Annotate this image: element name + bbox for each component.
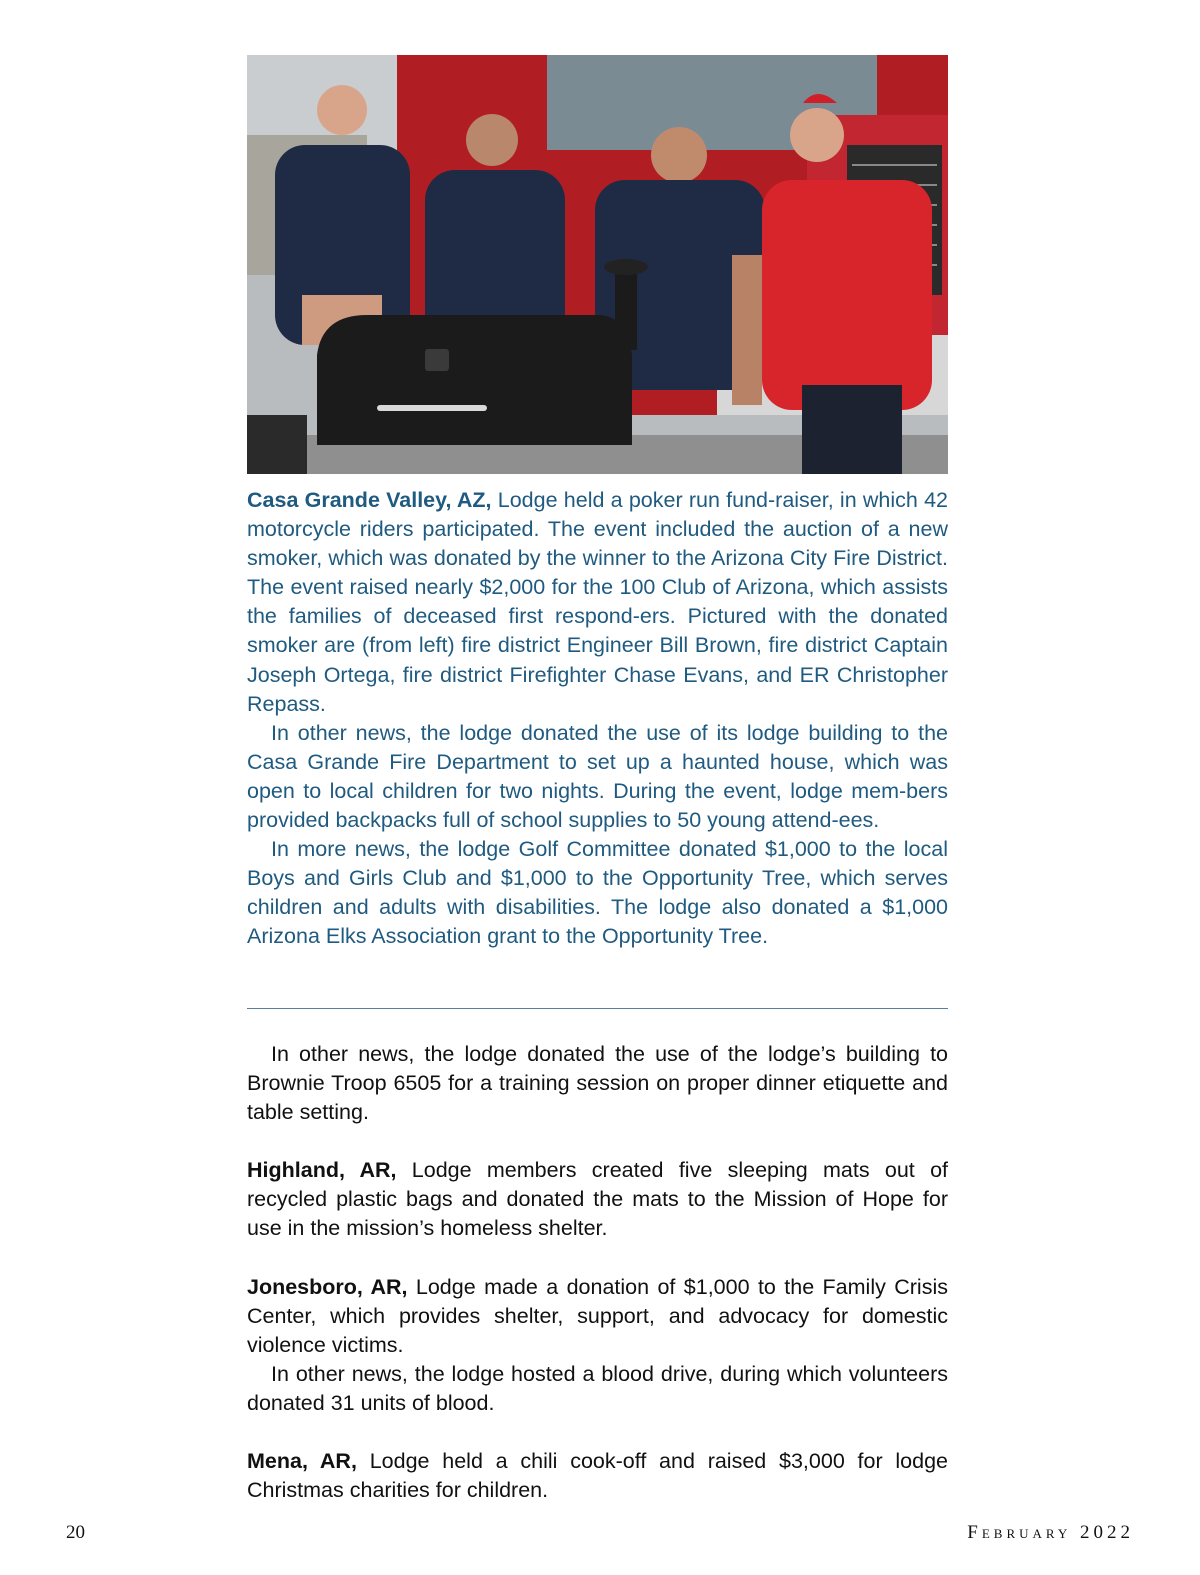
highland-text: Lodge members created five sleeping mats out of recycled plastic bags and donated the mats to the Mission of Hope for use in the mission’s homeless shelter. xyxy=(247,1158,949,1241)
mena-paragraph xyxy=(247,1447,948,1505)
jonesboro-paragraph-2: In other news, the lodge hosted a blood drive, during which volunteers donated 31 units of blood. xyxy=(247,1361,948,1415)
caption-paragraph-2: In other news, the lodge donated the use of its lodge building to the Casa Grande Fire Department to set up a haunted house, which was open to local children for two nights. During the event, lodge mem-bers provided backpacks full of school supplies to 50 young attend-ees. xyxy=(247,720,948,833)
lodge-name-casa-grande: Casa Grande Valley, AZ, xyxy=(247,488,492,512)
lodge-name-highland: Highland, AR, xyxy=(247,1158,397,1183)
mena-text: Lodge held a chili cook-off and raised $3,000 for lodge Christmas charities for children. xyxy=(247,1449,949,1503)
firefighters-smoker-photo xyxy=(247,55,948,474)
jonesboro-paragraph xyxy=(247,1273,948,1360)
issue-date: February 2022 xyxy=(967,1522,1134,1543)
lodge-name-jonesboro: Jonesboro, AR, xyxy=(247,1274,408,1299)
section-divider xyxy=(247,1008,948,1009)
article-photo xyxy=(247,55,948,474)
highland-paragraph xyxy=(247,1156,948,1243)
caption-text-1: Lodge held a poker run fund-raiser, in which 42 motorcycle riders participated. The event included the auction of a new smoker, which was donated by the winner to the Arizona City Fire District. The event raised nearly $2,000 for the 100 Club of Arizona, which assists the families of deceased first respond-ers. Pictured with the donated smoker are (from left) fire district Engineer Bill Brown, fire district Captain Joseph Ortega, fire district Firefighter Chase Evans, and ER Christopher Repass. xyxy=(247,488,948,716)
caption-paragraph-1 xyxy=(247,486,948,719)
jonesboro-text: Lodge made a donation of $1,000 to the Family Crisis Center, which provides shelter, support, and advocacy for domestic violence victims. xyxy=(247,1274,948,1357)
article-body xyxy=(247,1040,948,1505)
photo-caption xyxy=(247,486,948,952)
other-news-paragraph: In other news, the lodge donated the use of the lodge’s building to Brownie Troop 6505 for a training session on proper dinner etiquette and table setting. xyxy=(247,1042,948,1125)
page-number: 20 xyxy=(66,1522,85,1543)
caption-paragraph-3: In more news, the lodge Golf Committee donated $1,000 to the local Boys and Girls Club and $1,000 to the Opportunity Tree, which serves children and adults with disabilities. The lodge also donated a $1,000 Arizona Elks Association grant to the Opportunity Tree. xyxy=(247,837,948,949)
lodge-name-mena: Mena, AR, xyxy=(247,1449,357,1474)
